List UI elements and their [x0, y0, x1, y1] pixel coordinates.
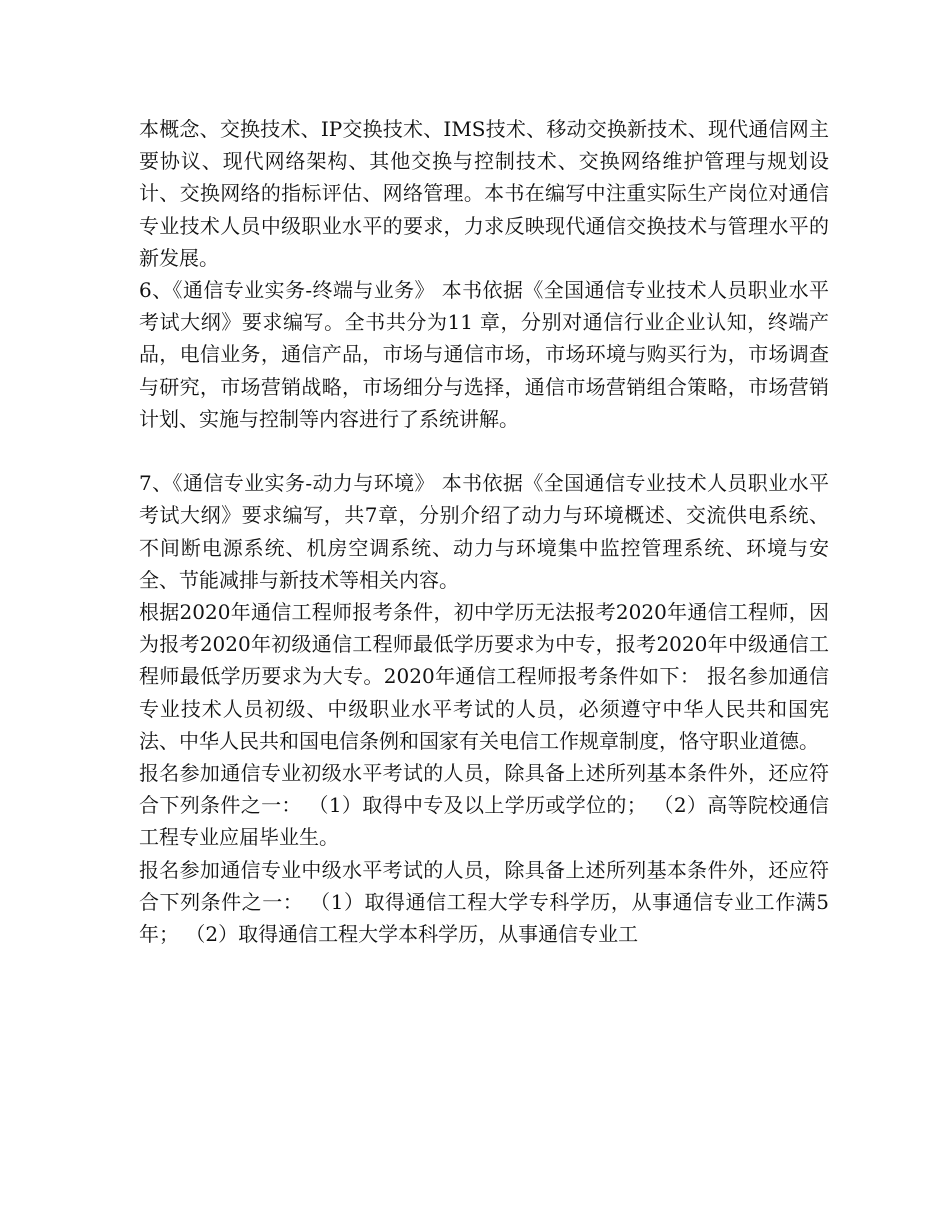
paragraph-terminal-business: 6、《通信专业实务-终端与业务》 本书依据《全国通信专业技术人员职业水平考试大纲》要求编写。全书共分为11 章，分别对通信行业企业认知，终端产品，电信业务，通信产品，市场与通信市场，市场环境与购买行为，市场调查与研究，市场营销战略，市场细分与选择，通信市场营销组合策略，市场营销计划、实施与控制等内容进行了系统讲解。	[139, 278, 829, 431]
paragraph-intermediate-level-conditions: 报名参加通信专业中级水平考试的人员，除具备上述所列基本条件外，还应符合下列条件之一： （1）取得通信工程大学专科学历，从事通信专业工作满5年； （2）取得通信工程大学本科学历，从事通信专业工	[139, 857, 829, 947]
paragraph-exam-conditions: 根据2020年通信工程师报考条件，初中学历无法报考2020年通信工程师，因为报考2020年初级通信工程师最低学历要求为中专，报考2020年中级通信工程师最低学历要求为大专。2020年通信工程师报考条件如下： 报名参加通信专业技术人员初级、中级职业水平考试的人员，必须遵守中华人民共和国宪法、中华人民共和国电信条例和国家有关电信工作规章制度，恪守职业道德。	[139, 600, 829, 753]
paragraph-exchange-tech: 本概念、交换技术、IP交换技术、IMS技术、移动交换新技术、现代通信网主要协议、现代网络架构、其他交换与控制技术、交换网络维护管理与规划设计、交换网络的指标评估、网络管理。本书在编写中注重实际生产岗位对通信专业技术人员中级职业水平的要求，力求反映现代通信交换技术与管理水平的新发展。	[139, 117, 829, 270]
paragraph-gap	[139, 435, 829, 467]
paragraph-junior-level-conditions: 报名参加通信专业初级水平考试的人员，除具备上述所列基本条件外，还应符合下列条件之一： （1）取得中专及以上学历或学位的； （2）高等院校通信工程专业应届毕业生。	[139, 761, 829, 850]
document-body	[139, 113, 829, 950]
paragraph-power-environment: 7、《通信专业实务-动力与环境》 本书依据《全国通信专业技术人员职业水平考试大纲》要求编写，共7章，分别介绍了动力与环境概述、交流供电系统、不间断电源系统、机房空调系统、动力与环境集中监控管理系统、环境与安全、节能减排与新技术等相关内容。	[139, 471, 829, 592]
